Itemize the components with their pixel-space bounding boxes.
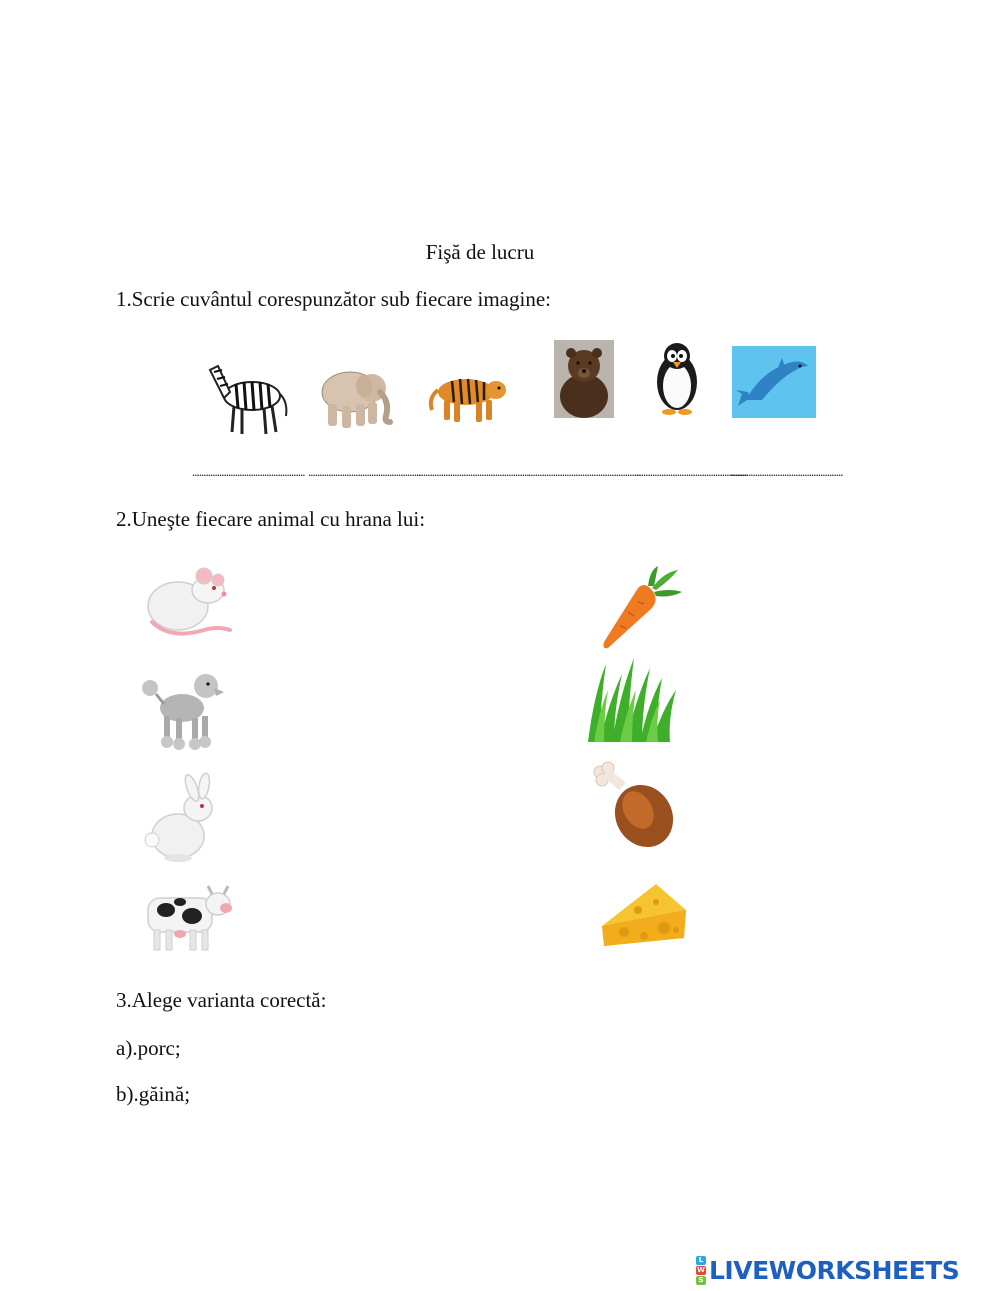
question-1-prompt: 1.Scrie cuvântul corespunzător sub fiecare imagine: xyxy=(116,287,551,311)
question-3-prompt: 3.Alege varianta corectă: xyxy=(116,988,327,1012)
logo-block-l: L xyxy=(696,1256,706,1265)
meat-image[interactable] xyxy=(594,764,676,850)
answer-blank[interactable]: .................................................. xyxy=(730,464,843,479)
logo-blocks-icon xyxy=(696,1256,706,1285)
logo-block-s: S xyxy=(696,1276,706,1285)
bear-image xyxy=(554,340,614,418)
option-a[interactable]: a).porc; xyxy=(116,1036,181,1060)
answer-blank[interactable]: .................................................. xyxy=(634,464,747,479)
mouse-image[interactable] xyxy=(140,564,234,642)
rabbit-image[interactable] xyxy=(138,776,224,864)
dolphin-image xyxy=(732,346,816,418)
penguin-image xyxy=(650,340,704,416)
grass-image[interactable] xyxy=(586,654,678,744)
answer-blank[interactable]: .................................................. xyxy=(416,464,529,479)
option-b[interactable]: b).găină; xyxy=(116,1082,191,1106)
answer-blank[interactable]: .................................................. xyxy=(192,464,305,479)
elephant-image xyxy=(314,356,396,432)
carrot-image[interactable] xyxy=(598,562,686,652)
tiger-image xyxy=(426,364,510,426)
logo-block-w: W xyxy=(697,1265,705,1274)
cow-image[interactable] xyxy=(142,882,234,954)
zebra-image xyxy=(204,352,292,438)
question-2-prompt: 2.Uneşte fiecare animal cu hrana lui: xyxy=(116,507,426,531)
page-title: Fişă de lucru xyxy=(425,240,535,264)
answer-blank[interactable]: .................................................. xyxy=(308,464,421,479)
liveworksheets-logo xyxy=(696,1255,959,1285)
cheese-image[interactable] xyxy=(598,880,690,948)
brand-name: LIVEWORKSHEETS xyxy=(709,1255,960,1285)
poodle-image[interactable] xyxy=(138,664,226,750)
answer-blank[interactable]: .................................................. xyxy=(528,464,641,479)
